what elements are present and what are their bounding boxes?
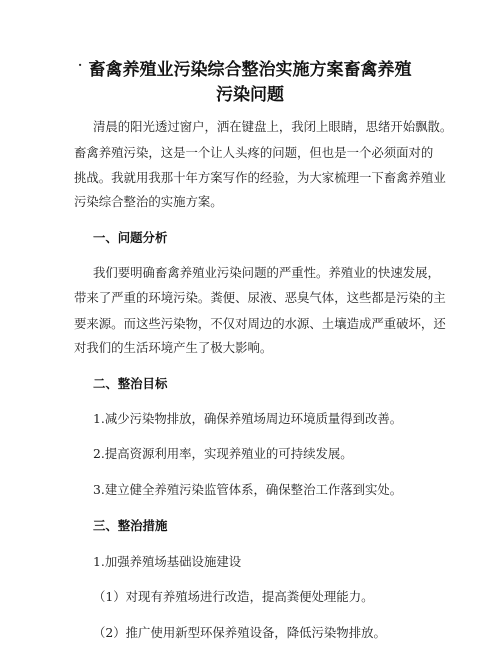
section1-line-4: 对我们的生活环境产生了极大影响。 [74, 340, 273, 356]
intro-line-3: 挑战。我就用我那十年方案写作的经验，为大家梳理一下畜禽养殖业 [74, 169, 446, 185]
goal-item-1: 1.减少污染物排放，确保养殖场周边环境质量得到改善。 [93, 410, 403, 426]
goal-item-3: 3.建立健全养殖污染监管体系，确保整治工作落到实处。 [93, 482, 403, 498]
measure-point-1: （1）对现有养殖场进行改造，提高粪便处理能力。 [93, 589, 374, 605]
section1-line-3: 要来源。而这些污染物，不仅对周边的水源、土壤造成严重破坏，还 [74, 315, 446, 331]
section-heading-goals: 二、整治目标 [93, 375, 168, 391]
title-bullet-mark: · [78, 58, 83, 72]
intro-line-1: 清晨的阳光透过窗户，洒在键盘上，我闭上眼睛，思绪开始飘散。 [93, 119, 453, 135]
section1-line-1: 我们要明确畜禽养殖业污染问题的严重性。养殖业的快速发展， [93, 264, 440, 280]
goal-item-2: 2.提高资源利用率，实现养殖业的可持续发展。 [93, 446, 353, 462]
document-title-line-1: 畜禽养殖业污染综合整治实施方案畜禽养殖 [88, 60, 412, 80]
section-heading-measures: 三、整治措施 [93, 517, 168, 533]
intro-line-2: 畜禽养殖污染，这是一个让人头疼的问题，但也是一个必须面对的 [74, 144, 434, 160]
document-title-line-2: 污染问题 [216, 85, 284, 106]
intro-line-4: 污染综合整治的实施方案。 [74, 194, 223, 210]
measure-point-2: （2）推广使用新型环保养殖设备，降低污染物排放。 [93, 625, 386, 641]
measure-subheading-1: 1.加强养殖场基础设施建设 [93, 553, 242, 569]
section1-line-2: 带来了严重的环境污染。粪便、尿液、恶臭气体，这些都是污染的主 [74, 290, 446, 306]
section-heading-problem-analysis: 一、问题分析 [93, 230, 168, 246]
